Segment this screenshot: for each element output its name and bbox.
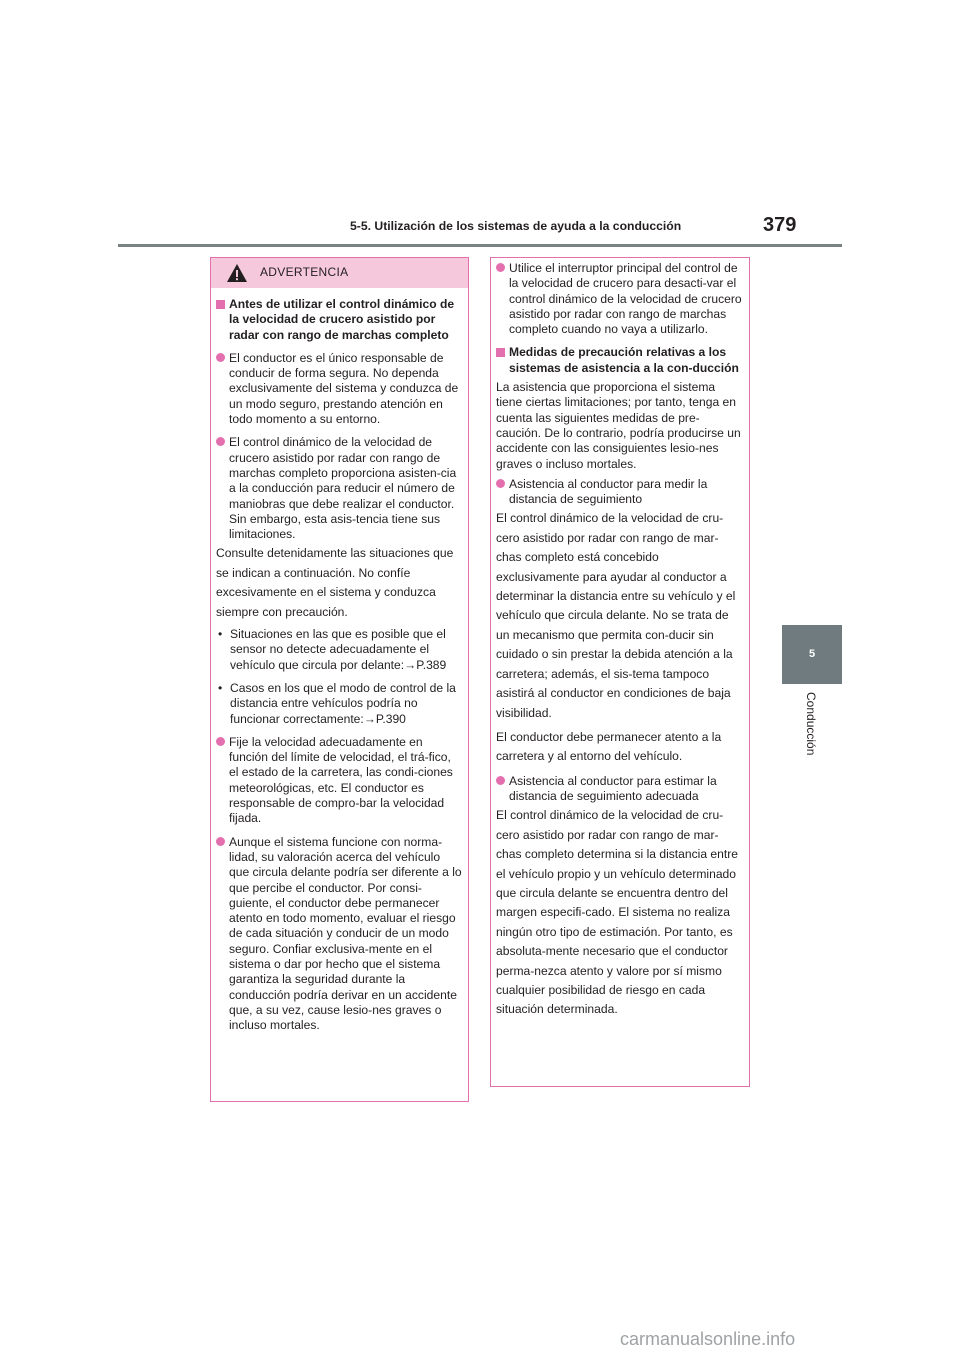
list-item bbox=[496, 774, 743, 805]
warning-box-right bbox=[490, 257, 750, 1087]
list-item-text: Asistencia al conductor para estimar la distancia de seguimiento adecuada bbox=[509, 773, 717, 804]
dash-bullet: • bbox=[218, 680, 223, 695]
list-item bbox=[496, 261, 743, 337]
chapter-tab[interactable] bbox=[782, 625, 842, 684]
page-header bbox=[350, 214, 850, 247]
warning-heading-text: Medidas de precaución relativas a los sistemas de asistencia a la con-ducción bbox=[509, 345, 739, 375]
page-number: 379 bbox=[763, 214, 797, 236]
list-item-text: Casos en los que el modo de control de la distancia entre vehículos podría no funcionar correctamente:→P.390 bbox=[230, 680, 456, 726]
body-paragraph: Consulte detenidamente las situaciones que se indican a continuación. No confíe excesivamente en el sistema y conduzca siempre con precaución. bbox=[216, 546, 454, 619]
list-item-text: Situaciones en las que es posible que el sensor no detecte adecuadamente el vehículo que circula por delante:→P.389 bbox=[230, 627, 447, 672]
warning-heading bbox=[496, 345, 743, 376]
warning-triangle-icon bbox=[226, 263, 248, 283]
warning-heading-text: Antes de utilizar el control dinámico de la velocidad de crucero asistido por radar con rango de marchas completo bbox=[229, 297, 455, 342]
section-title: 5-5. Utilización de los sistemas de ayuda a la conducción bbox=[350, 219, 682, 233]
list-item bbox=[216, 735, 462, 827]
body-paragraph: El control dinámico de la velocidad de cru-cero asistido por radar con rango de mar-chas completo determina si la distancia entre el vehículo propio y un vehículo determinado que circula delante se encuentra dentro del margen especifi-cado. El sistema no realiza ningún otro tipo de estimación. Por tanto, es absoluta-mente necesario que el conductor perma-nezca atento y valore por sí mismo cualquier posibilidad de riesgo en cada situación determinada. bbox=[496, 808, 738, 1017]
warning-header bbox=[211, 258, 468, 288]
body-paragraph: La asistencia que proporciona el sistema tiene ciertas limitaciones; por tanto, tenga en cuenta las siguientes medidas de pre-caución. De lo contrario, podría producirse un accidente con las consiguientes lesio-nes graves o incluso mortales. bbox=[496, 380, 741, 471]
body-paragraph: El conductor debe permanecer atento a la carretera y al entorno del vehículo. bbox=[496, 729, 722, 764]
circle-bullet-icon bbox=[216, 737, 225, 746]
circle-bullet-icon bbox=[496, 776, 505, 785]
square-bullet-icon bbox=[496, 348, 505, 357]
circle-bullet-icon bbox=[216, 437, 225, 446]
chapter-label-text: Conducción bbox=[804, 692, 818, 756]
dash-bullet: • bbox=[218, 627, 223, 642]
watermark: carmanualsonline.info bbox=[620, 1329, 796, 1349]
list-item bbox=[216, 681, 462, 727]
list-item-text: El conductor es el único responsable de conducir de forma segura. No dependa exclusivamente del sistema y conduzca de un modo seguro, prestando atención en todo momento a su entorno. bbox=[229, 350, 459, 427]
list-item-text: Utilice el interruptor principal del control de la velocidad de crucero para desacti-var el control dinámico de la velocidad de crucero asistido por radar con rango de marchas completo cuando no vaya a utilizarlo. bbox=[509, 261, 742, 337]
list-item-text: Fije la velocidad adecuadamente en función del límite de velocidad, el trá-fico, el estado de la carretera, las condi-ciones meteorológicas, etc. El conductor es responsable de compro-bar la velocidad fijada. bbox=[229, 734, 453, 826]
list-item bbox=[216, 351, 462, 427]
circle-bullet-icon bbox=[216, 837, 225, 846]
chapter-label bbox=[782, 692, 842, 782]
list-item-text: Aunque el sistema funcione con norma-lidad, su valoración acerca del vehículo que circula delante podría ser diferente a lo que percibe el conductor. Por consi-guiente, el conductor debe permanecer atento en todo momento, evaluar el riesgo de cada situación y conducir de un modo seguro. Confiar exclusiva-mente en el sistema o dar por hecho que el sistema garantiza la seguridad durante la conducción podría derivar en un accidente que, a su vez, cause lesio-nes graves o incluso mortales. bbox=[229, 834, 462, 1033]
list-item-text: El control dinámico de la velocidad de crucero asistido por radar con rango de marchas completo proporciona asisten-cia a la conducción para reducir el número de maniobras que debe realizar el conductor. Sin embargo, esta asis-tencia tiene sus limitaciones. bbox=[229, 435, 457, 542]
header-rule bbox=[118, 244, 842, 247]
chapter-number: 5 bbox=[808, 648, 816, 660]
list-item bbox=[216, 835, 462, 1034]
warning-heading bbox=[216, 297, 462, 343]
list-item-text: Asistencia al conductor para medir la distancia de seguimiento bbox=[509, 476, 708, 507]
list-item bbox=[216, 627, 462, 673]
circle-bullet-icon bbox=[216, 353, 225, 362]
warning-content bbox=[216, 291, 462, 1042]
list-item bbox=[216, 435, 462, 542]
circle-bullet-icon bbox=[496, 479, 505, 488]
warning-title: ADVERTENCIA bbox=[260, 265, 349, 279]
body-paragraph: El control dinámico de la velocidad de cru-cero asistido por radar con rango de mar-chas completo está concebido exclusivamente para ayudar al conductor a determinar la distancia entre su vehículo y el vehículo que circula delante. No se trata de un mecanismo que permita con-ducir sin cuidado o sin prestar la debida atención a la carretera; además, el sis-tema tampoco asistirá al conductor en condiciones de baja visibilidad. bbox=[496, 511, 736, 720]
list-item bbox=[496, 477, 743, 508]
circle-bullet-icon bbox=[496, 263, 505, 272]
warning-content bbox=[496, 261, 743, 1025]
square-bullet-icon bbox=[216, 300, 225, 309]
warning-box-left bbox=[210, 257, 469, 1102]
